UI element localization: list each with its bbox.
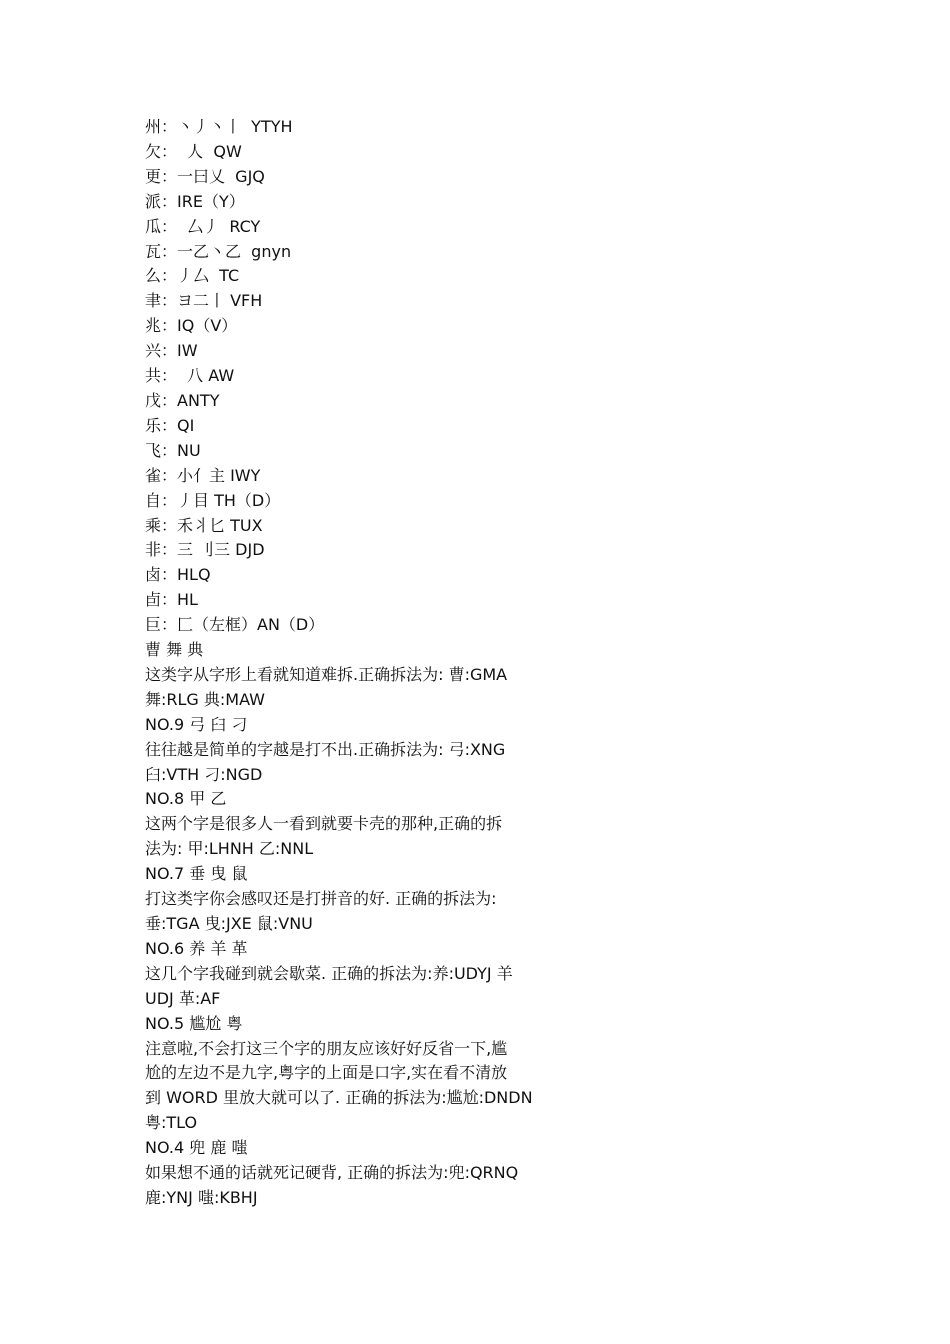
text-line: 往往越是简单的字越是打不出.正确拆法为: 弓:XNG bbox=[145, 739, 506, 759]
section-heading: NO.8 甲 乙 bbox=[145, 789, 227, 809]
text-line: 这两个字是很多人一看到就要卡壳的那种,正确的拆 bbox=[145, 814, 503, 834]
text-line: 兆：IQ（V） bbox=[145, 316, 238, 336]
text-line: 注意啦,不会打这三个字的朋友应该好好反省一下,尴 bbox=[145, 1038, 508, 1058]
text-line: 舞:RLG 典:MAW bbox=[145, 689, 265, 709]
text-line: 打这类字你会感叹还是打拼音的好. 正确的拆法为: bbox=[145, 889, 497, 909]
text-line: 聿：ヨ二丨 VFH bbox=[145, 291, 263, 311]
text-line: 尬的左边不是九字,粤字的上面是口字,实在看不清放 bbox=[145, 1063, 508, 1083]
text-line: 派：IRE（Y） bbox=[145, 191, 245, 211]
text-line: 兴：IW bbox=[145, 341, 198, 361]
text-line: 乘：禾丬匕 TUX bbox=[145, 515, 263, 535]
text-line: 更：一曰乂 GJQ bbox=[145, 166, 265, 186]
document-page bbox=[145, 115, 925, 1211]
section-heading: NO.5 尴尬 粤 bbox=[145, 1013, 243, 1033]
text-line: 鹿:YNJ 嗤:KBHJ bbox=[145, 1187, 258, 1207]
text-line: 法为: 甲:LHNH 乙:NNL bbox=[145, 839, 314, 859]
text-line: 到 WORD 里放大就可以了. 正确的拆法为:尴尬:DNDN bbox=[145, 1088, 533, 1108]
text-line: 戊：ANTY bbox=[145, 390, 220, 410]
text-line: 垂:TGA 曳:JXE 鼠:VNU bbox=[145, 914, 313, 933]
text-line: 自：丿目 TH（D） bbox=[145, 490, 281, 510]
text-line: 卤：HLQ bbox=[145, 565, 211, 585]
section-heading: NO.7 垂 曳 鼠 bbox=[145, 864, 248, 884]
text-line: 非：三 刂三 DJD bbox=[145, 540, 265, 560]
text-line: 臼:VTH 刁:NGD bbox=[145, 764, 263, 784]
text-line: 瓦：一乙丶乙 gnyn bbox=[145, 241, 292, 261]
text-line: UDJ 革:AF bbox=[145, 988, 221, 1008]
section-heading: NO.9 弓 臼 刁 bbox=[145, 714, 248, 734]
text-line: 这几个字我碰到就会歇菜. 正确的拆法为:养:UDYJ 羊 bbox=[145, 963, 513, 983]
text-line: 粤:TLO bbox=[145, 1113, 198, 1133]
section-heading: NO.6 养 羊 革 bbox=[145, 938, 248, 958]
text-line: 这类字从字形上看就知道难拆.正确拆法为: 曹:GMA bbox=[145, 664, 508, 684]
text-line: 雀：小亻主 IWY bbox=[145, 465, 261, 485]
section-heading: 曹 舞 典 bbox=[145, 640, 204, 660]
text-line: 瓜： 厶丿 RCY bbox=[145, 216, 261, 236]
text-line: 欠： 人 QW bbox=[145, 141, 242, 161]
text-line: 么：丿厶 TC bbox=[145, 266, 240, 286]
section-heading: NO.4 兜 鹿 嗤 bbox=[145, 1138, 248, 1158]
text-line: 州：丶丿丶丨 YTYH bbox=[145, 117, 293, 136]
text-line: 卣：HL bbox=[145, 590, 198, 610]
text-line: 共： 八 AW bbox=[145, 366, 235, 386]
text-line: 飞：NU bbox=[145, 440, 201, 460]
text-line: 如果想不通的话就死记硬背, 正确的拆法为:兜:QRNQ bbox=[145, 1163, 519, 1183]
text-line: 乐：QI bbox=[145, 415, 195, 435]
text-line: 巨：匚（左框）AN（D） bbox=[145, 615, 325, 635]
